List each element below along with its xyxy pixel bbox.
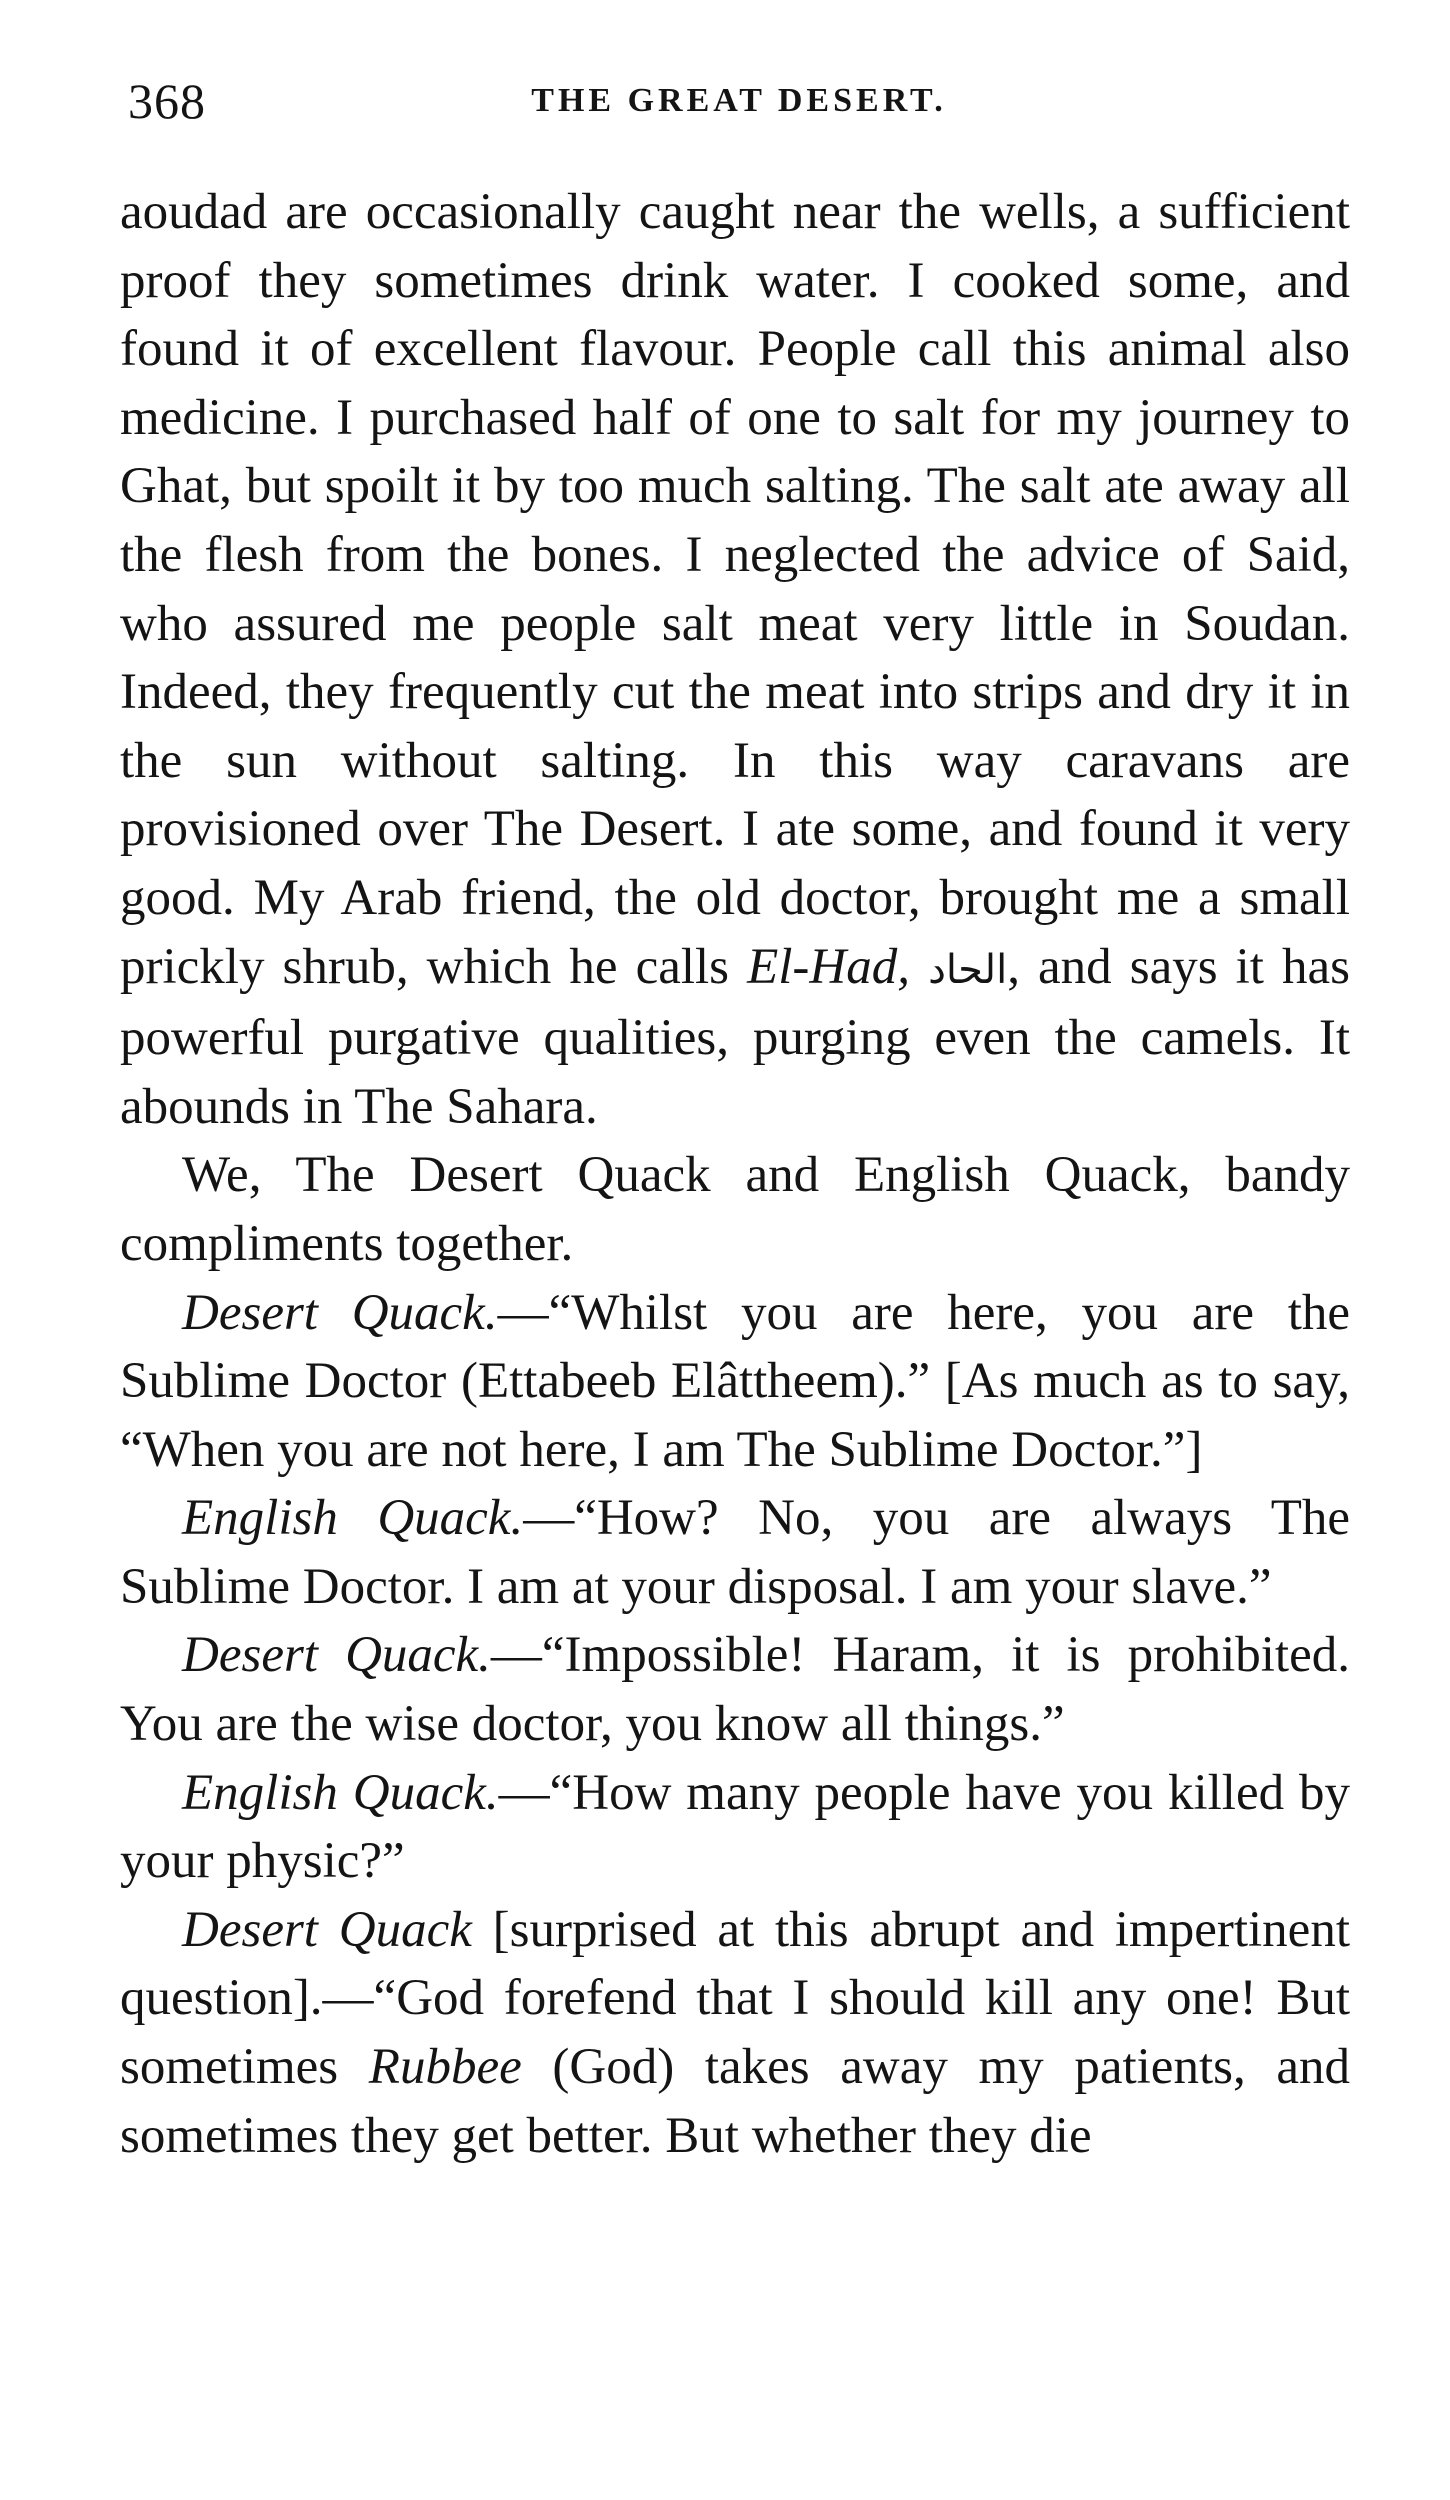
paragraph-text: We, The Desert Quack and English Quack, bandy compliments together. bbox=[120, 1147, 1350, 1272]
paragraph-text-rest: , and says it has powerful purgative qualities, purging even the camels. It abounds in The Sahara. bbox=[120, 938, 1351, 1135]
page-header bbox=[128, 72, 1350, 132]
dialogue-text: [surprised at this abrupt and impertinent question].—“God forefend that I should kill any one! But sometimes bbox=[120, 1901, 1350, 2096]
speaker-label: English Quack. bbox=[182, 1490, 524, 1547]
speaker-label: Desert Quack. bbox=[182, 1627, 491, 1684]
dialogue-text: —“How many people have you killed by your physic?” bbox=[120, 1764, 1350, 1890]
arabic-term: الحاد bbox=[928, 946, 1008, 993]
dialogue-paragraph bbox=[120, 1759, 1350, 1896]
italic-term: Rubbee bbox=[368, 2039, 522, 2096]
paragraph-continuation bbox=[120, 178, 1350, 1141]
dialogue-paragraph bbox=[120, 1896, 1350, 2170]
speaker-label: Desert Quack. bbox=[182, 1284, 498, 1341]
dialogue-text: —“How? No, you are always The Sublime Doctor. I am at your disposal. I am your slave.” bbox=[120, 1490, 1350, 1615]
dialogue-text-rest: (God) takes away my patients, and sometimes they get better. But whether they die bbox=[120, 2039, 1350, 2164]
page-number: 368 bbox=[128, 73, 206, 129]
running-title: THE GREAT DESERT. bbox=[531, 82, 947, 119]
paragraph-text: aoudad are occasionally caught near the wells, a sufficient proof they sometimes drink water. I cooked some, and found it of excellent flavour. People call this animal also medicine. I purchased half of one to salt for my journey to Ghat, but spoilt it by too much salting. The salt ate away all the flesh from the bones. I neglected the advice of Said, who assured me people salt meat very little in Soudan. Indeed, they frequently cut the meat into strips and dry it in the sun without salting. In this way caravans are provisioned over The Desert. I ate some, and found it very good. My Arab friend, the old doctor, brought me a small prickly shrub, which he calls bbox=[120, 184, 1350, 995]
dialogue-text: —“Whilst you are here, you are the Sublime Doctor (Ettabeeb Elâttheem).” [As much as to say, “When you are not here, I am The Sublime Doctor.”] bbox=[120, 1284, 1351, 1478]
italic-term: El-Had, bbox=[747, 938, 910, 995]
body-text bbox=[120, 178, 1350, 2170]
dialogue-text: —“Impossible! Haram, it is prohibited. You are the wise doctor, you know all things.” bbox=[120, 1627, 1350, 1753]
dialogue-paragraph bbox=[120, 1279, 1350, 1485]
speaker-label: Desert Quack bbox=[182, 1901, 472, 1958]
dialogue-paragraph bbox=[120, 1484, 1350, 1621]
paragraph bbox=[120, 1141, 1350, 1278]
dialogue-paragraph bbox=[120, 1621, 1350, 1758]
speaker-label: English Quack. bbox=[182, 1764, 499, 1821]
